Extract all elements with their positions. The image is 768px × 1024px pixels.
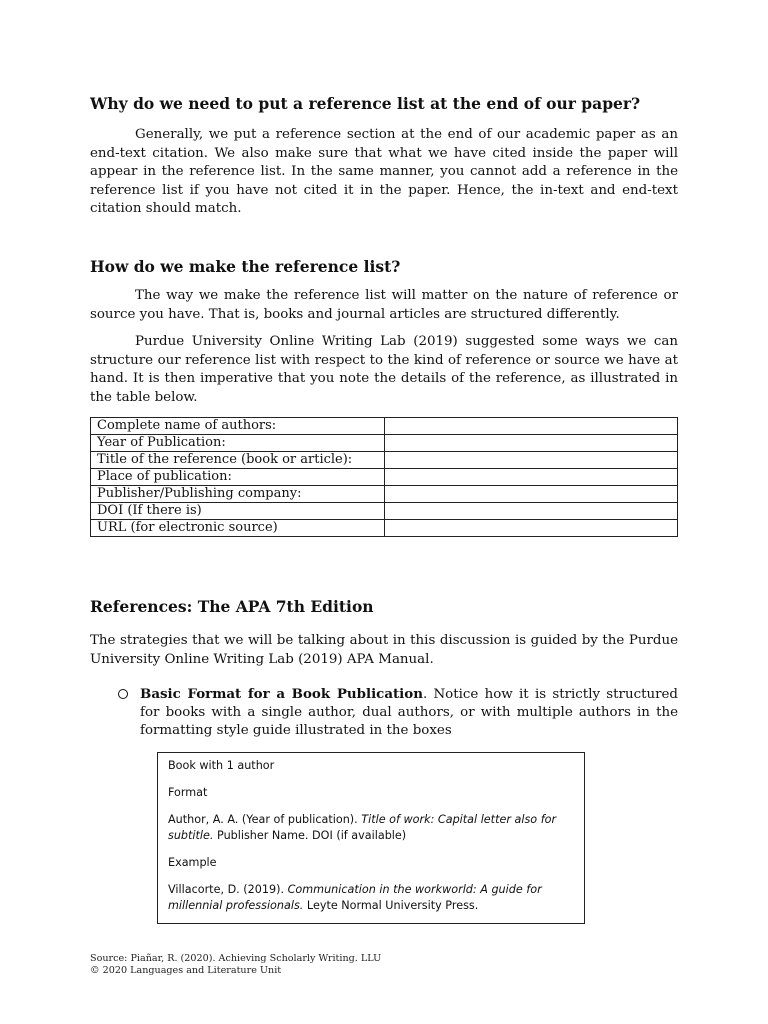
format-line xyxy=(168,812,574,844)
table-cell-label: URL (for electronic source) xyxy=(91,520,385,537)
reference-details-table xyxy=(90,417,678,537)
section2-paragraph-2: Purdue University Online Writing Lab (2019) suggested some ways we can structure our reference list with respect to the kind of reference or source we have at hand. It is then imperative that you note the details of the reference, as illustrated in the table below. xyxy=(90,334,678,405)
section3-paragraph: The strategies that we will be talking about in this discussion is guided by the Purdue University Online Writing Lab (2019) APA Manual. xyxy=(90,633,678,667)
table-cell-blank xyxy=(385,469,678,486)
table-row xyxy=(91,503,678,520)
format-example-box xyxy=(157,752,585,924)
section2-paragraph-1: The way we make the reference list will matter on the nature of reference or source you have. That is, books and journal articles are structured differently. xyxy=(90,288,678,322)
table-row xyxy=(91,435,678,452)
bullet-bold-label: Basic Format for a Book Publication xyxy=(140,686,423,702)
page-footer xyxy=(90,953,381,977)
example-author: Villacorte, D. (2019). xyxy=(168,883,285,896)
table-row xyxy=(91,418,678,435)
bullet-description: . Notice how it is strictly structured for books with a single author, dual authors, or with multiple authors in the formatting style guide illustrated in the boxes xyxy=(140,687,678,738)
example-line xyxy=(168,882,574,914)
table-cell-blank xyxy=(385,486,678,503)
table-row xyxy=(91,520,678,537)
example-title: Communication in the workworld: A guide for millennial professionals. xyxy=(168,883,542,912)
table-cell-label: Publisher/Publishing company: xyxy=(91,486,385,503)
table-cell-label: Place of publication: xyxy=(91,469,385,486)
table-cell-blank xyxy=(385,435,678,452)
table-cell-blank xyxy=(385,418,678,435)
section2-heading: How do we make the reference list? xyxy=(90,257,401,276)
footer-copyright: © 2020 Languages and Literature Unit xyxy=(90,965,282,976)
format-label: Format xyxy=(168,786,208,799)
table-cell-blank xyxy=(385,503,678,520)
table-cell-label: Year of Publication: xyxy=(91,435,385,452)
section1-paragraph: Generally, we put a reference section at the end of our academic paper as an end-text citation. We also make sure that what we have cited inside the paper will appear in the reference list. In the same manner, you cannot add a reference in the reference list if you have not cited it in the paper. Hence, the in-text and end-text citation should match. xyxy=(90,127,678,216)
table-cell-blank xyxy=(385,452,678,469)
table-row xyxy=(91,452,678,469)
example-rest: Leyte Normal University Press. xyxy=(306,899,479,912)
bullet-item xyxy=(118,685,678,740)
table-row xyxy=(91,486,678,503)
example-label: Example xyxy=(168,856,217,869)
table-cell-label: Complete name of authors: xyxy=(91,418,385,435)
table-cell-blank xyxy=(385,520,678,537)
bullet-text xyxy=(140,685,678,740)
table-row xyxy=(91,469,678,486)
format-title: Title of work: Capital letter also for subtitle. xyxy=(168,813,557,842)
format-rest: Publisher Name. DOI (if available) xyxy=(217,829,407,842)
circle-bullet-icon xyxy=(118,689,128,699)
table-cell-label: DOI (If there is) xyxy=(91,503,385,520)
section1-heading: Why do we need to put a reference list at the end of our paper? xyxy=(90,94,641,113)
box-title: Book with 1 author xyxy=(168,759,275,772)
table-cell-label: Title of the reference (book or article): xyxy=(91,452,385,469)
section3-heading: References: The APA 7th Edition xyxy=(90,597,374,616)
format-author: Author, A. A. (Year of publication). xyxy=(168,813,358,826)
footer-source: Source: Piañar, R. (2020). Achieving Scholarly Writing. LLU xyxy=(90,953,382,964)
